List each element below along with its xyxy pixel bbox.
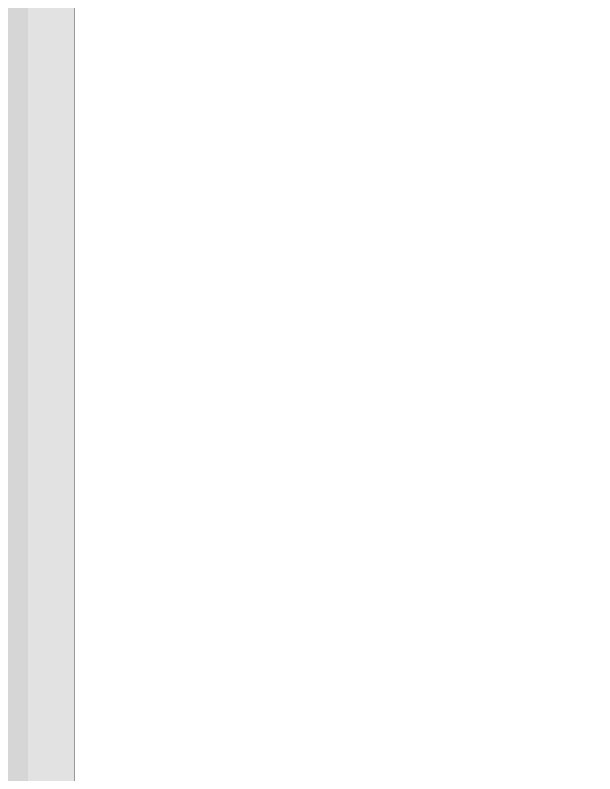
header-gender (28, 563, 74, 619)
header-divider (74, 8, 75, 781)
header-diagnosis (28, 345, 74, 513)
header-study (28, 681, 74, 781)
header-interventions (28, 137, 74, 345)
table-caption (8, 8, 28, 781)
table-header (28, 8, 74, 781)
header-participants (28, 619, 74, 681)
header-age (28, 513, 74, 563)
studies-table (8, 8, 588, 781)
header-duration (28, 63, 74, 137)
header-followup (28, 8, 74, 63)
